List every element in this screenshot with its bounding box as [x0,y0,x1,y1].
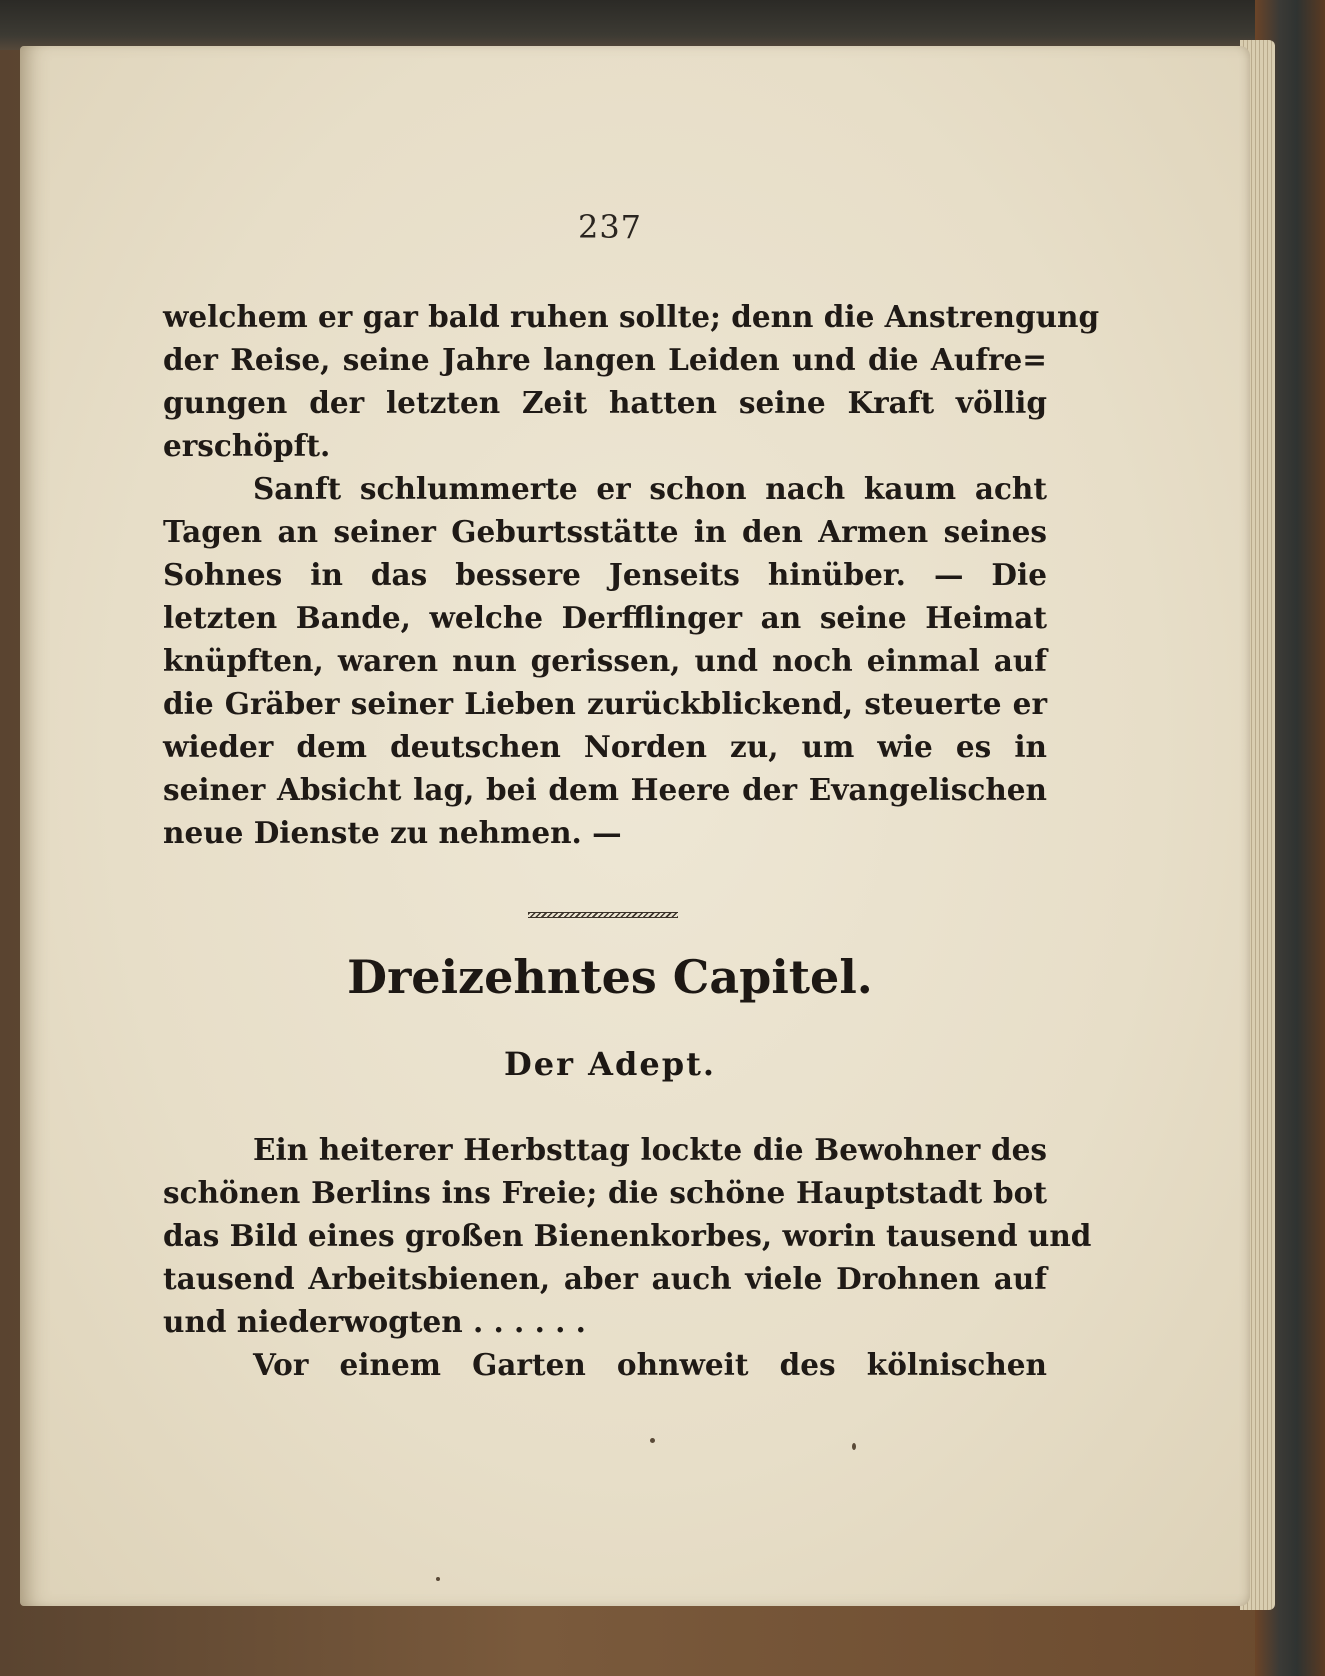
text-line: Tagen an seiner Geburtsstätte in den Armen seines [163,514,1047,549]
text-line: schönen Berlins ins Freie; die schöne Hauptstadt bot [163,1175,1047,1210]
text-line: neue Dienste zu nehmen. — [163,815,622,850]
text-line: der Reise, seine Jahre langen Leiden und die Aufre= [163,342,1047,377]
text-line: das Bild eines großen Bienenkorbes, worin tausend und [163,1218,1092,1253]
text-line: Sohnes in das bessere Jenseits hinüber. — Die [163,557,1047,592]
text-line: die Gräber seiner Lieben zurückblickend, steuerte er [163,686,1047,721]
paper-speck [436,1577,440,1581]
ornamental-rule [528,912,678,918]
text-line: erschöpft. [163,428,331,463]
text-line: und niederwogten . . . . . . [163,1304,586,1339]
chapter-subtitle: Der Adept. [504,1045,716,1083]
text-line: tausend Arbeitsbienen, aber auch viele Drohnen auf [163,1261,1047,1296]
paper-speck [650,1438,655,1443]
book-cover-top-edge [0,0,1325,50]
text-line: seiner Absicht lag, bei dem Heere der Evangelischen [163,772,1047,807]
text-block-bottom [163,1128,1092,1386]
paper-speck [852,1443,856,1450]
page-number: 237 [577,208,643,246]
text-line: Ein heiterer Herbsttag lockte die Bewohner des [253,1132,1047,1167]
text-line: welchem er gar bald ruhen sollte; denn die Anstrengung [163,299,1100,334]
text-line: wieder dem deutschen Norden zu, um wie es in [163,729,1047,764]
text-line: Vor einem Garten ohnweit des kölnischen [253,1347,1047,1382]
text-line: gungen der letzten Zeit hatten seine Kraft völlig [163,385,1047,420]
text-block-top [163,295,1100,854]
text-line: Sanft schlummerte er schon nach kaum acht [253,471,1047,506]
chapter-title: Dreizehntes Capitel. [347,950,873,1004]
text-line: letzten Bande, welche Derfflinger an seine Heimat [163,600,1047,635]
text-line: knüpften, waren nun gerissen, und noch einmal auf [163,643,1047,678]
